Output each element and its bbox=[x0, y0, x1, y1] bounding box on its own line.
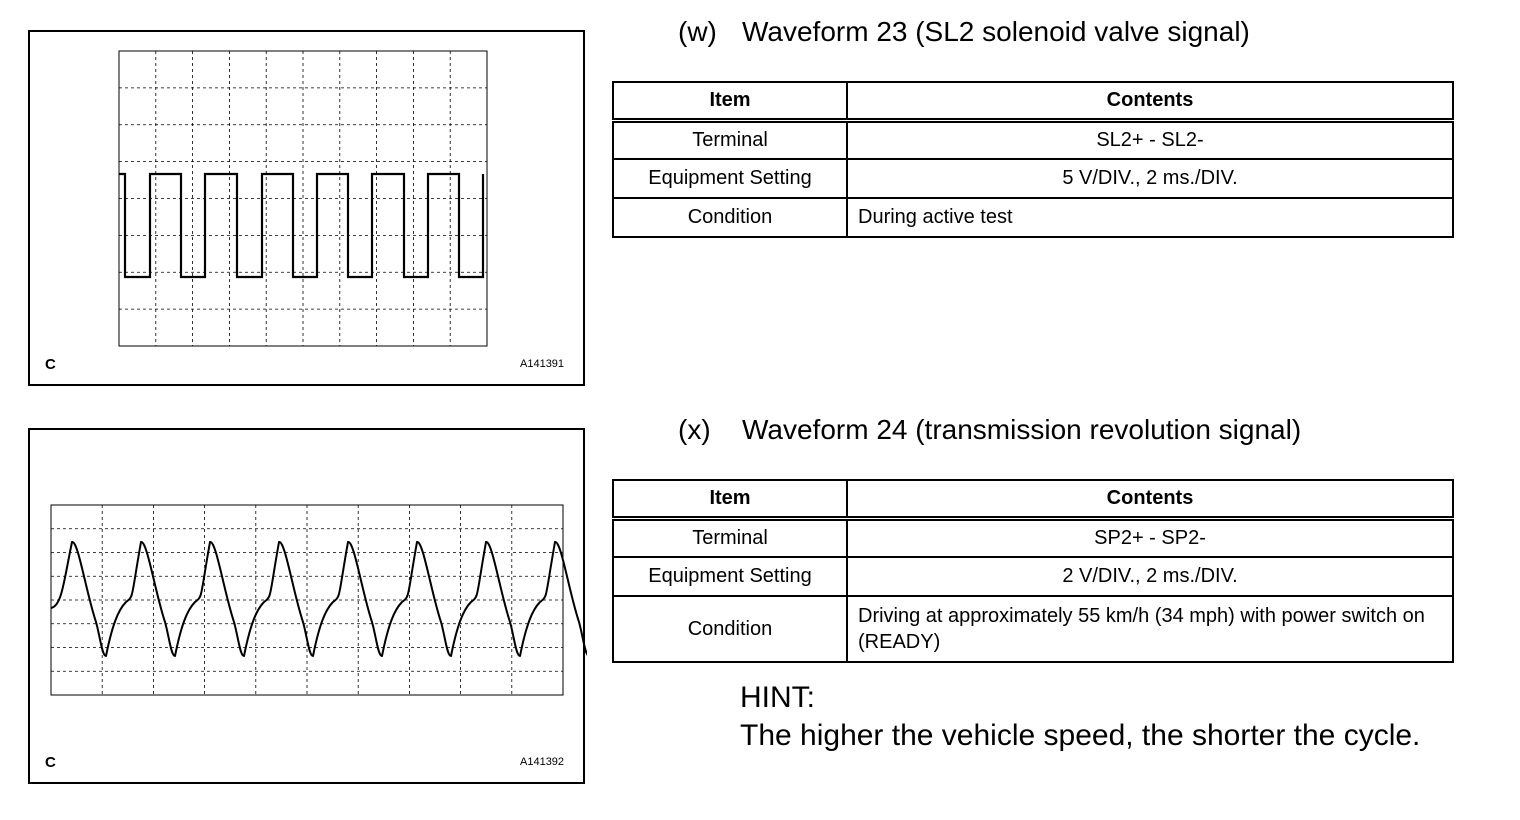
row-item: Condition bbox=[613, 198, 847, 237]
row-contents: During active test bbox=[847, 198, 1453, 237]
section-heading-x bbox=[678, 414, 1301, 446]
section-label: (w) bbox=[678, 16, 717, 47]
header-item: Item bbox=[613, 82, 847, 120]
figure-letter: C bbox=[45, 754, 56, 771]
header-item: Item bbox=[613, 480, 847, 518]
row-contents: SL2+ - SL2- bbox=[847, 120, 1453, 159]
section-title: Waveform 24 (transmission revolution signal) bbox=[742, 414, 1302, 445]
hint-block bbox=[740, 679, 1420, 755]
signal-trace bbox=[119, 174, 483, 277]
header-contents: Contents bbox=[847, 82, 1453, 120]
figure-code: A141392 bbox=[520, 756, 565, 768]
header-contents: Contents bbox=[847, 480, 1453, 518]
row-contents: 2 V/DIV., 2 ms./DIV. bbox=[847, 557, 1453, 596]
row-item: Terminal bbox=[613, 120, 847, 159]
section-label: (x) bbox=[678, 414, 711, 445]
waveform-24-oscilloscope bbox=[30, 430, 587, 786]
hint-text: The higher the vehicle speed, the shorter the cycle. bbox=[740, 719, 1421, 752]
spec-table-x bbox=[612, 479, 1454, 663]
row-item: Equipment Setting bbox=[613, 159, 847, 198]
signal-trace bbox=[51, 542, 587, 656]
section-heading-w bbox=[678, 16, 1250, 48]
section-title: Waveform 23 (SL2 solenoid valve signal) bbox=[742, 16, 1250, 47]
row-contents: SP2+ - SP2- bbox=[847, 518, 1453, 557]
row-item: Condition bbox=[613, 596, 847, 662]
figure-code: A141391 bbox=[520, 358, 565, 370]
waveform-24-figure bbox=[28, 428, 585, 784]
figure-letter: C bbox=[45, 356, 56, 373]
hint-label: HINT: bbox=[740, 681, 815, 714]
row-contents: 5 V/DIV., 2 ms./DIV. bbox=[847, 159, 1453, 198]
waveform-23-oscilloscope bbox=[30, 32, 587, 388]
row-item: Terminal bbox=[613, 518, 847, 557]
row-item: Equipment Setting bbox=[613, 557, 847, 596]
spec-table-w bbox=[612, 81, 1454, 238]
row-contents: Driving at approximately 55 km/h (34 mph) with power switch on (READY) bbox=[847, 596, 1453, 662]
waveform-23-figure bbox=[28, 30, 585, 386]
